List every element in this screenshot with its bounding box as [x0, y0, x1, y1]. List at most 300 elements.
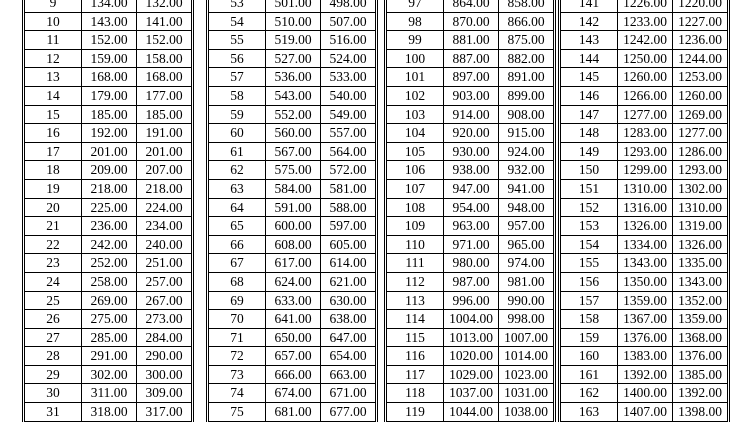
- value-cell: 218.00: [137, 179, 193, 198]
- table-row: [386, 347, 555, 366]
- table-row: [560, 0, 729, 12]
- value-cell: 1299.00: [618, 161, 673, 180]
- row-number-cell: 113: [386, 291, 444, 310]
- row-number-cell: 101: [386, 68, 444, 87]
- table-row: [24, 49, 193, 68]
- value-cell: 242.00: [82, 235, 137, 254]
- value-cell: 1242.00: [618, 31, 673, 50]
- table-row: [386, 0, 555, 12]
- value-cell: 654.00: [321, 347, 377, 366]
- value-cell: 957.00: [499, 217, 555, 236]
- table-row: [24, 235, 193, 254]
- row-number-cell: 107: [386, 179, 444, 198]
- value-cell: 1244.00: [673, 49, 729, 68]
- row-number-cell: 64: [208, 198, 266, 217]
- row-number-cell: 31: [24, 403, 82, 422]
- row-number-cell: 29: [24, 365, 82, 384]
- value-cell: 617.00: [266, 254, 321, 273]
- table-row: [560, 235, 729, 254]
- value-cell: 510.00: [266, 12, 321, 31]
- row-number-cell: 53: [208, 0, 266, 12]
- table-row: [208, 365, 377, 384]
- table-row: [24, 105, 193, 124]
- row-number-cell: 146: [560, 86, 618, 105]
- value-cell: 581.00: [321, 179, 377, 198]
- row-number-cell: 55: [208, 31, 266, 50]
- row-number-cell: 111: [386, 254, 444, 273]
- value-cell: 552.00: [266, 105, 321, 124]
- table-row: [24, 291, 193, 310]
- row-number-cell: 16: [24, 124, 82, 143]
- value-cell: 251.00: [137, 254, 193, 273]
- value-cell: 501.00: [266, 0, 321, 12]
- value-cell: 318.00: [82, 403, 137, 422]
- table-row: [386, 12, 555, 31]
- value-cell: 591.00: [266, 198, 321, 217]
- table-row: [208, 49, 377, 68]
- table-row: [24, 12, 193, 31]
- value-cell: 1310.00: [618, 179, 673, 198]
- table-row: [386, 161, 555, 180]
- value-cell: 564.00: [321, 142, 377, 161]
- table-row: [386, 254, 555, 273]
- value-cell: 191.00: [137, 124, 193, 143]
- row-number-cell: 75: [208, 403, 266, 422]
- value-cell: 971.00: [444, 235, 499, 254]
- value-cell: 309.00: [137, 384, 193, 403]
- row-number-cell: 108: [386, 198, 444, 217]
- value-cell: 536.00: [266, 68, 321, 87]
- row-number-cell: 27: [24, 328, 82, 347]
- row-number-cell: 150: [560, 161, 618, 180]
- value-cell: 1038.00: [499, 403, 555, 422]
- value-cell: 134.00: [82, 0, 137, 12]
- row-number-cell: 73: [208, 365, 266, 384]
- value-cell: 858.00: [499, 0, 555, 12]
- row-number-cell: 21: [24, 217, 82, 236]
- row-number-cell: 157: [560, 291, 618, 310]
- table-row: [560, 124, 729, 143]
- table-row: [386, 68, 555, 87]
- value-cell: 224.00: [137, 198, 193, 217]
- table-row: [560, 49, 729, 68]
- table-row: [386, 124, 555, 143]
- value-cell: 875.00: [499, 31, 555, 50]
- value-cell: 1376.00: [618, 328, 673, 347]
- value-cell: 524.00: [321, 49, 377, 68]
- value-cell: 677.00: [321, 403, 377, 422]
- value-cell: 300.00: [137, 365, 193, 384]
- value-cell: 1343.00: [673, 272, 729, 291]
- table-row: [24, 365, 193, 384]
- row-number-cell: 62: [208, 161, 266, 180]
- value-cell: 1013.00: [444, 328, 499, 347]
- value-cell: 1286.00: [673, 142, 729, 161]
- table-row: [560, 12, 729, 31]
- table-row: [386, 49, 555, 68]
- value-cell: 996.00: [444, 291, 499, 310]
- value-cell: 1236.00: [673, 31, 729, 50]
- value-cell: 284.00: [137, 328, 193, 347]
- value-cell: 1376.00: [673, 347, 729, 366]
- value-cell: 948.00: [499, 198, 555, 217]
- row-number-cell: 143: [560, 31, 618, 50]
- row-number-cell: 68: [208, 272, 266, 291]
- row-number-cell: 72: [208, 347, 266, 366]
- value-cell: 168.00: [82, 68, 137, 87]
- row-number-cell: 148: [560, 124, 618, 143]
- row-number-cell: 57: [208, 68, 266, 87]
- table-row: [24, 124, 193, 143]
- row-number-cell: 145: [560, 68, 618, 87]
- table-row: [560, 291, 729, 310]
- value-cell: 1260.00: [618, 68, 673, 87]
- value-cell: 152.00: [137, 31, 193, 50]
- table-row: [386, 142, 555, 161]
- table-row: [386, 272, 555, 291]
- table-row: [386, 86, 555, 105]
- table-row: [24, 68, 193, 87]
- row-number-cell: 147: [560, 105, 618, 124]
- table-row: [24, 254, 193, 273]
- row-number-cell: 97: [386, 0, 444, 12]
- value-cell: 887.00: [444, 49, 499, 68]
- value-cell: 179.00: [82, 86, 137, 105]
- table-row: [560, 217, 729, 236]
- value-cell: 897.00: [444, 68, 499, 87]
- value-cell: 1233.00: [618, 12, 673, 31]
- row-number-cell: 74: [208, 384, 266, 403]
- value-cell: 1367.00: [618, 310, 673, 329]
- table-row: [24, 198, 193, 217]
- value-cell: 864.00: [444, 0, 499, 12]
- table-row: [24, 161, 193, 180]
- value-cell: 1269.00: [673, 105, 729, 124]
- row-number-cell: 26: [24, 310, 82, 329]
- row-number-cell: 159: [560, 328, 618, 347]
- value-cell: 1398.00: [673, 403, 729, 422]
- row-number-cell: 25: [24, 291, 82, 310]
- value-cell: 1335.00: [673, 254, 729, 273]
- data-table-2: [206, 0, 378, 422]
- value-cell: 941.00: [499, 179, 555, 198]
- value-cell: 527.00: [266, 49, 321, 68]
- row-number-cell: 24: [24, 272, 82, 291]
- value-cell: 650.00: [266, 328, 321, 347]
- row-number-cell: 18: [24, 161, 82, 180]
- row-number-cell: 58: [208, 86, 266, 105]
- value-cell: 540.00: [321, 86, 377, 105]
- table-row: [208, 124, 377, 143]
- row-number-cell: 116: [386, 347, 444, 366]
- row-number-cell: 142: [560, 12, 618, 31]
- table-row: [208, 12, 377, 31]
- value-cell: 1004.00: [444, 310, 499, 329]
- value-cell: 947.00: [444, 179, 499, 198]
- row-number-cell: 71: [208, 328, 266, 347]
- table-row: [24, 179, 193, 198]
- table-row: [208, 86, 377, 105]
- table-row: [386, 105, 555, 124]
- value-cell: 1352.00: [673, 291, 729, 310]
- value-cell: 899.00: [499, 86, 555, 105]
- value-cell: 1392.00: [618, 365, 673, 384]
- value-cell: 638.00: [321, 310, 377, 329]
- row-number-cell: 10: [24, 12, 82, 31]
- table-row: [386, 291, 555, 310]
- value-cell: 240.00: [137, 235, 193, 254]
- table-row: [208, 105, 377, 124]
- value-cell: 498.00: [321, 0, 377, 12]
- value-cell: 273.00: [137, 310, 193, 329]
- value-cell: 201.00: [82, 142, 137, 161]
- row-number-cell: 106: [386, 161, 444, 180]
- value-cell: 1007.00: [499, 328, 555, 347]
- value-cell: 903.00: [444, 86, 499, 105]
- table-row: [24, 31, 193, 50]
- value-cell: 1302.00: [673, 179, 729, 198]
- table-row: [560, 328, 729, 347]
- value-cell: 681.00: [266, 403, 321, 422]
- value-cell: 1326.00: [673, 235, 729, 254]
- row-number-cell: 69: [208, 291, 266, 310]
- row-number-cell: 11: [24, 31, 82, 50]
- value-cell: 882.00: [499, 49, 555, 68]
- row-number-cell: 9: [24, 0, 82, 12]
- value-cell: 938.00: [444, 161, 499, 180]
- value-cell: 974.00: [499, 254, 555, 273]
- value-cell: 1343.00: [618, 254, 673, 273]
- value-cell: 600.00: [266, 217, 321, 236]
- value-cell: 252.00: [82, 254, 137, 273]
- data-table-4: [558, 0, 730, 422]
- value-cell: 258.00: [82, 272, 137, 291]
- row-number-cell: 65: [208, 217, 266, 236]
- value-cell: 152.00: [82, 31, 137, 50]
- value-cell: 207.00: [137, 161, 193, 180]
- table-row: [386, 179, 555, 198]
- value-cell: 1319.00: [673, 217, 729, 236]
- table-row: [208, 272, 377, 291]
- value-cell: 185.00: [82, 105, 137, 124]
- table-row: [560, 310, 729, 329]
- table-row: [208, 217, 377, 236]
- value-cell: 1400.00: [618, 384, 673, 403]
- value-cell: 575.00: [266, 161, 321, 180]
- row-number-cell: 100: [386, 49, 444, 68]
- table-row: [24, 142, 193, 161]
- value-cell: 930.00: [444, 142, 499, 161]
- value-cell: 1020.00: [444, 347, 499, 366]
- value-cell: 290.00: [137, 347, 193, 366]
- value-cell: 624.00: [266, 272, 321, 291]
- table-row: [208, 291, 377, 310]
- value-cell: 998.00: [499, 310, 555, 329]
- value-cell: 549.00: [321, 105, 377, 124]
- value-cell: 275.00: [82, 310, 137, 329]
- value-cell: 641.00: [266, 310, 321, 329]
- value-cell: 1368.00: [673, 328, 729, 347]
- value-cell: 267.00: [137, 291, 193, 310]
- value-cell: 1359.00: [673, 310, 729, 329]
- value-cell: 866.00: [499, 12, 555, 31]
- row-number-cell: 102: [386, 86, 444, 105]
- row-number-cell: 152: [560, 198, 618, 217]
- value-cell: 507.00: [321, 12, 377, 31]
- value-cell: 1277.00: [618, 105, 673, 124]
- row-number-cell: 141: [560, 0, 618, 12]
- row-number-cell: 151: [560, 179, 618, 198]
- row-number-cell: 59: [208, 105, 266, 124]
- value-cell: 567.00: [266, 142, 321, 161]
- value-cell: 201.00: [137, 142, 193, 161]
- table-row: [208, 142, 377, 161]
- table-row: [560, 68, 729, 87]
- row-number-cell: 15: [24, 105, 82, 124]
- table-row: [208, 254, 377, 273]
- value-cell: 584.00: [266, 179, 321, 198]
- table-row: [24, 328, 193, 347]
- row-number-cell: 70: [208, 310, 266, 329]
- row-number-cell: 114: [386, 310, 444, 329]
- value-cell: 915.00: [499, 124, 555, 143]
- table-row: [208, 328, 377, 347]
- value-cell: 218.00: [82, 179, 137, 198]
- row-number-cell: 154: [560, 235, 618, 254]
- table-row: [24, 310, 193, 329]
- row-number-cell: 99: [386, 31, 444, 50]
- table-row: [560, 31, 729, 50]
- value-cell: 158.00: [137, 49, 193, 68]
- value-cell: 1385.00: [673, 365, 729, 384]
- table-row: [386, 403, 555, 422]
- value-cell: 908.00: [499, 105, 555, 124]
- table-row: [386, 328, 555, 347]
- row-number-cell: 23: [24, 254, 82, 273]
- table-row: [208, 31, 377, 50]
- row-number-cell: 13: [24, 68, 82, 87]
- table-row: [560, 179, 729, 198]
- table-row: [386, 31, 555, 50]
- row-number-cell: 17: [24, 142, 82, 161]
- table-row: [208, 347, 377, 366]
- value-cell: 891.00: [499, 68, 555, 87]
- table-row: [560, 347, 729, 366]
- row-number-cell: 14: [24, 86, 82, 105]
- value-cell: 1392.00: [673, 384, 729, 403]
- table-row: [24, 86, 193, 105]
- table-row: [208, 68, 377, 87]
- value-cell: 1044.00: [444, 403, 499, 422]
- table-row: [24, 347, 193, 366]
- row-number-cell: 98: [386, 12, 444, 31]
- value-cell: 597.00: [321, 217, 377, 236]
- value-cell: 1250.00: [618, 49, 673, 68]
- value-cell: 209.00: [82, 161, 137, 180]
- data-table-1: [22, 0, 194, 422]
- row-number-cell: 54: [208, 12, 266, 31]
- value-cell: 533.00: [321, 68, 377, 87]
- table-row: [208, 179, 377, 198]
- row-number-cell: 153: [560, 217, 618, 236]
- value-cell: 1359.00: [618, 291, 673, 310]
- value-cell: 633.00: [266, 291, 321, 310]
- row-number-cell: 103: [386, 105, 444, 124]
- value-cell: 1383.00: [618, 347, 673, 366]
- table-row: [208, 310, 377, 329]
- row-number-cell: 115: [386, 328, 444, 347]
- value-cell: 605.00: [321, 235, 377, 254]
- value-cell: 143.00: [82, 12, 137, 31]
- value-cell: 1227.00: [673, 12, 729, 31]
- value-cell: 881.00: [444, 31, 499, 50]
- value-cell: 560.00: [266, 124, 321, 143]
- table-row: [24, 0, 193, 12]
- value-cell: 657.00: [266, 347, 321, 366]
- row-number-cell: 22: [24, 235, 82, 254]
- value-cell: 588.00: [321, 198, 377, 217]
- value-cell: 285.00: [82, 328, 137, 347]
- row-number-cell: 163: [560, 403, 618, 422]
- value-cell: 311.00: [82, 384, 137, 403]
- table-row: [24, 217, 193, 236]
- row-number-cell: 12: [24, 49, 82, 68]
- value-cell: 663.00: [321, 365, 377, 384]
- value-cell: 269.00: [82, 291, 137, 310]
- row-number-cell: 119: [386, 403, 444, 422]
- row-number-cell: 105: [386, 142, 444, 161]
- row-number-cell: 155: [560, 254, 618, 273]
- value-cell: 981.00: [499, 272, 555, 291]
- value-cell: 954.00: [444, 198, 499, 217]
- value-cell: 1226.00: [618, 0, 673, 12]
- row-number-cell: 160: [560, 347, 618, 366]
- value-cell: 236.00: [82, 217, 137, 236]
- value-cell: 557.00: [321, 124, 377, 143]
- row-number-cell: 66: [208, 235, 266, 254]
- row-number-cell: 60: [208, 124, 266, 143]
- value-cell: 185.00: [137, 105, 193, 124]
- value-cell: 990.00: [499, 291, 555, 310]
- value-cell: 1037.00: [444, 384, 499, 403]
- table-row: [560, 86, 729, 105]
- value-cell: 317.00: [137, 403, 193, 422]
- value-cell: 159.00: [82, 49, 137, 68]
- table-row: [208, 0, 377, 12]
- value-cell: 924.00: [499, 142, 555, 161]
- value-cell: 621.00: [321, 272, 377, 291]
- value-cell: 1283.00: [618, 124, 673, 143]
- row-number-cell: 28: [24, 347, 82, 366]
- value-cell: 1014.00: [499, 347, 555, 366]
- table-row: [208, 161, 377, 180]
- table-row: [386, 310, 555, 329]
- row-number-cell: 110: [386, 235, 444, 254]
- value-cell: 666.00: [266, 365, 321, 384]
- value-cell: 1023.00: [499, 365, 555, 384]
- table-row: [560, 272, 729, 291]
- value-cell: 572.00: [321, 161, 377, 180]
- row-number-cell: 20: [24, 198, 82, 217]
- value-cell: 168.00: [137, 68, 193, 87]
- value-cell: 1326.00: [618, 217, 673, 236]
- value-cell: 141.00: [137, 12, 193, 31]
- table-row: [208, 198, 377, 217]
- row-number-cell: 158: [560, 310, 618, 329]
- row-number-cell: 112: [386, 272, 444, 291]
- row-number-cell: 30: [24, 384, 82, 403]
- value-cell: 1277.00: [673, 124, 729, 143]
